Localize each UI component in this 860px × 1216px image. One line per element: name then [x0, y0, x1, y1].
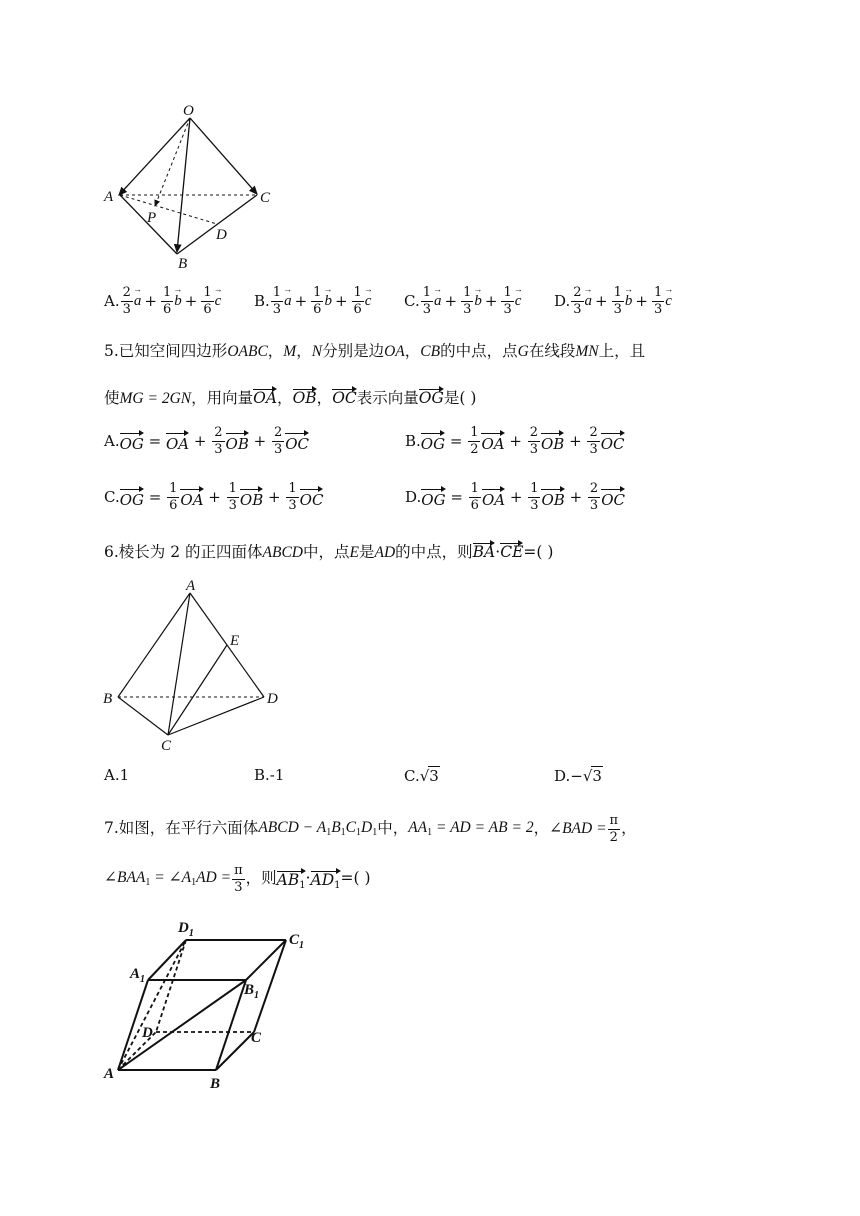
label-B: B [178, 256, 188, 272]
q6-option-d[interactable]: D. − √ 3 [554, 766, 602, 785]
edge-OC [190, 118, 257, 194]
edge-AC [168, 593, 190, 735]
q6-option-c[interactable]: C. √ 3 [404, 766, 439, 785]
label-C: C [161, 738, 172, 754]
q6-figure [98, 575, 298, 755]
q5-option-d[interactable]: D. OG = $\frac{1}{6}$ OA + $\frac{1}{3}$ OB + $\frac{2}{3}$ OC [405, 481, 625, 513]
segment-CE [168, 645, 227, 735]
edge-BC [177, 195, 257, 254]
q4-option-d[interactable]: D. $\frac{2}{3}$ a → + $\frac{1}{3}$ b → + $\frac{1}{3}$ c → [554, 286, 672, 316]
label-C: C [251, 1030, 262, 1046]
edge-D1A1 [148, 940, 186, 980]
q5-stem-line1: 5.已知空间四边形OABC，M，N分别是边OA，CB的中点，点G在线段MN上，且 [104, 342, 646, 360]
q4-option-c[interactable]: C. $\frac{1}{3}$ a → + $\frac{1}{3}$ b → + $\frac{1}{3}$ c → [404, 286, 521, 316]
label-B: B [210, 1076, 221, 1092]
label-A: A [104, 1066, 115, 1082]
label-C: C [260, 190, 271, 206]
segment-OP [155, 118, 190, 206]
edge-OB [177, 118, 190, 252]
q4-option-b[interactable]: B. $\frac{1}{3}$ a → + $\frac{1}{6}$ b → + $\frac{1}{6}$ c → [254, 286, 371, 316]
diagonal-AD1-hidden [118, 940, 186, 1070]
q5-option-b[interactable]: B. OG = $\frac{1}{2}$ OA + $\frac{2}{3}$ OB + $\frac{2}{3}$ OC [405, 425, 625, 457]
q5-option-c[interactable]: C. OG = $\frac{1}{6}$ OA + $\frac{1}{3}$ OB + $\frac{1}{3}$ OC [104, 481, 324, 513]
q7-figure [98, 912, 328, 1097]
edge-D1D-hidden [156, 940, 186, 1032]
label-A1: $A_1$ [130, 966, 146, 985]
label-A: A [186, 578, 196, 594]
label-B: B [103, 691, 113, 707]
label-D: D [142, 1025, 153, 1041]
label-E: E [230, 633, 240, 649]
diagonal-AB1 [118, 980, 246, 1070]
q7-stem-line2: $\angle BAA_1$ = $\angle A_1AD$ = $\frac{\pi}{3}$ ，则 $AB_1$ · $AD_1$ =( ) [104, 863, 371, 895]
q4-option-a[interactable]: A. $\frac{2}{3}$ a → + $\frac{1}{6}$ b → + $\frac{1}{6}$ c → [104, 286, 221, 316]
label-D1: $D_1$ [178, 920, 194, 939]
edge-BC [118, 697, 168, 735]
label-A: A [104, 189, 114, 205]
edge-AB [118, 593, 190, 697]
q6-option-a[interactable]: A. 1 [104, 766, 130, 784]
edge-CD [168, 697, 264, 735]
label-O: O [183, 103, 194, 119]
label-D: D [267, 691, 278, 707]
label-D: D [216, 227, 227, 243]
q5-option-a[interactable]: A. OG = OA + $\frac{2}{3}$ OB + $\frac{2}{3}$ OC [104, 425, 310, 457]
edge-OA [119, 118, 190, 195]
label-P: P [147, 210, 157, 226]
q5-stem-line2: 使MG = 2GN，用向量OA，OB，OC表示向量OG是( ) [104, 386, 476, 407]
edge-C1C [254, 940, 286, 1032]
label-C1: $C_1$ [289, 932, 305, 951]
label-B1: $B_1$ [244, 982, 260, 1001]
q7-stem-line1: 7. 如图，在平行六面体 ABCD − $A_1B_1C_1D_1$ 中， $AA_1$ = AD = AB = 2 ， ∠BAD = $\frac{\pi}{2}$ ， [104, 813, 637, 845]
edge-B1B [216, 980, 246, 1070]
q6-stem: 6.棱长为 2 的正四面体ABCD中，点E是AD的中点，则BA·CE=( ) [104, 540, 553, 561]
q6-option-b[interactable]: B. -1 [254, 766, 285, 784]
q4-figure [100, 98, 290, 278]
